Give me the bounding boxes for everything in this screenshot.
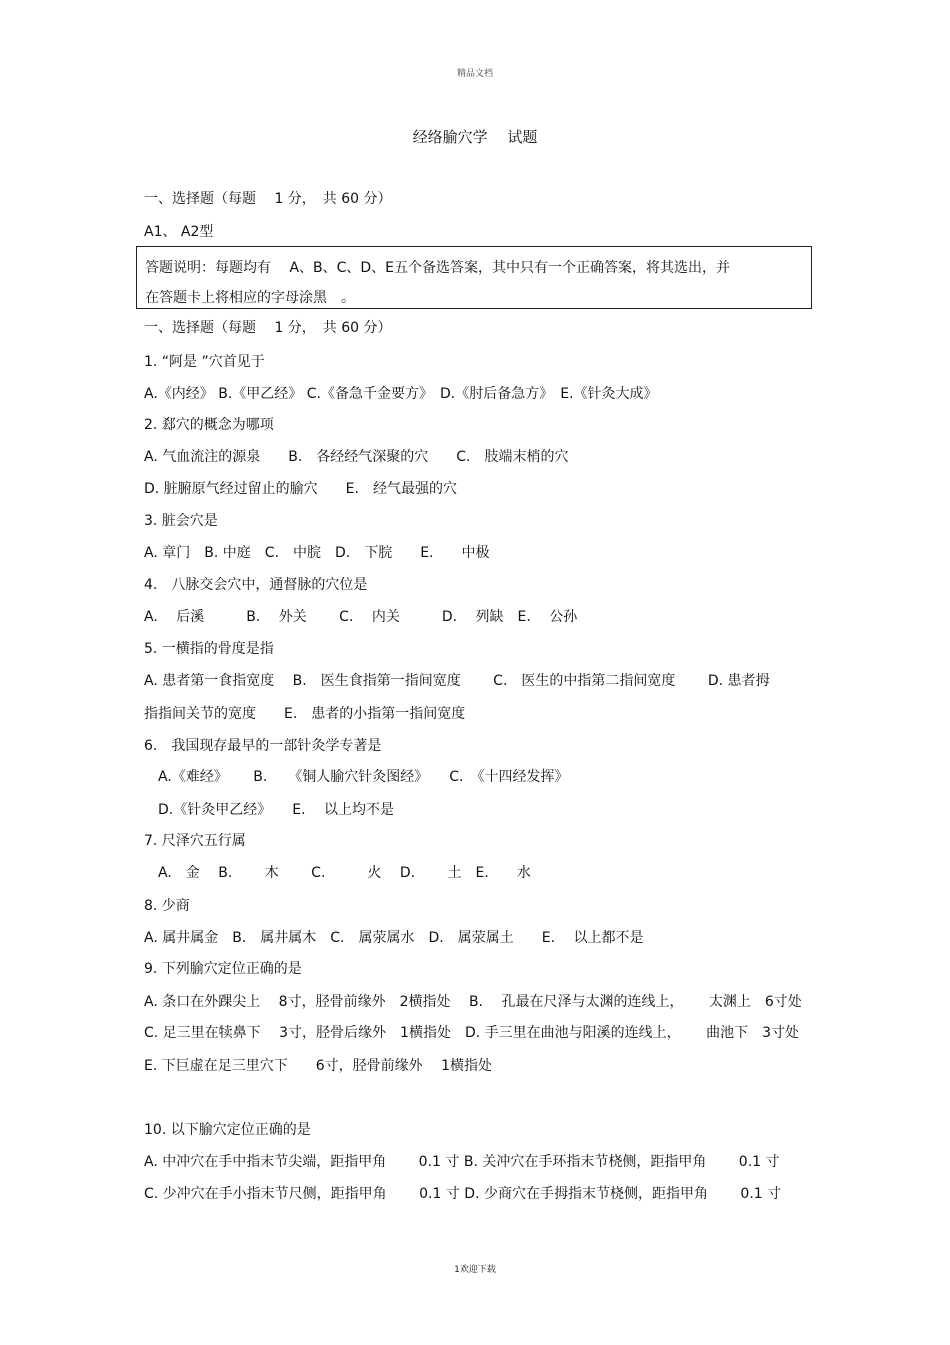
question-3: 3. 脏会穴是 [144, 513, 218, 529]
question-6-options-a: A.《难经》 B. 《铜人腧穴针灸图经》 C. 《十四经发挥》 [144, 769, 569, 785]
question-3-options: A. 章门 B. 中庭 C. 中脘 D. 下脘 E. 中极 [144, 545, 490, 561]
section-heading-repeat: 一、选择题（每题 1 分， 共 60 分） [144, 320, 392, 336]
question-4-options: A. 后溪 B. 外关 C. 内关 D. 列缺 E. 公孙 [144, 609, 578, 625]
question-10-options-b: C. 少冲穴在手小指末节尺侧，距指甲角 0.1 寸 D. 少商穴在手拇指末节桡侧，距指甲角 0.1 寸 [144, 1186, 782, 1202]
question-2-options-a: A. 气血流注的源泉 B. 各经经气深聚的穴 C. 肢端末梢的穴 [144, 449, 569, 465]
question-7: 7. 尺泽穴五行属 [144, 833, 246, 849]
instructions-line-2: 在答题卡上将相应的字母涂黑 。 [145, 290, 355, 306]
question-9-options-c: E. 下巨虚在足三里穴下 6寸，胫骨前缘外 1横指处 [144, 1058, 493, 1074]
question-type-label: A1、 A2型 [144, 224, 214, 240]
instructions-box [136, 246, 812, 309]
instructions-line-1: 答题说明：每题均有 A、B、C、D、E五个备选答案，其中只有一个正确答案，将其选出，并 [145, 260, 731, 276]
question-9-options-b: C. 足三里在犊鼻下 3寸，胫骨后缘外 1横指处 D. 手三里在曲池与阳溪的连线上， 曲池下 3寸处 [144, 1025, 799, 1041]
question-4: 4. 八脉交会穴中，通督脉的穴位是 [144, 577, 368, 593]
question-7-options: A. 金 B. 木 C. 火 D. 土 E. 水 [144, 865, 531, 881]
question-10: 10. 以下腧穴定位正确的是 [144, 1122, 311, 1138]
question-9: 9. 下列腧穴定位正确的是 [144, 961, 302, 977]
question-10-options-a: A. 中冲穴在手中指末节尖端，距指甲角 0.1 寸 B. 关冲穴在手环指末节桡侧，距指甲角 0.1 寸 [144, 1154, 780, 1170]
question-2: 2. 郄穴的概念为哪项 [144, 417, 274, 433]
question-5-options-b: 指指间关节的宽度 E. 患者的小指第一指间宽度 [144, 706, 466, 722]
page-header: 精品文档 [456, 69, 493, 79]
document-title: 经络腧穴学 试题 [412, 128, 538, 146]
page-footer: 1欢迎下载 [454, 1265, 496, 1275]
question-6-options-b: D.《针灸甲乙经》 E. 以上均不是 [144, 802, 394, 818]
question-1-options: A.《内经》 B.《甲乙经》 C.《备急千金要方》 D.《肘后备急方》 E.《针灸大成》 [144, 386, 658, 402]
question-9-options-a: A. 条口在外踝尖上 8寸，胫骨前缘外 2横指处 B. 孔最在尺泽与太渊的连线上， 太渊上 6寸处 [144, 994, 802, 1010]
question-5: 5. 一横指的骨度是指 [144, 641, 274, 657]
question-6: 6. 我国现存最早的一部针灸学专著是 [144, 738, 382, 754]
question-8: 8. 少商 [144, 898, 190, 914]
question-5-options-a: A. 患者第一食指宽度 B. 医生食指第一指间宽度 C. 医生的中指第二指间宽度 D. 患者拇 [144, 673, 770, 689]
question-8-options: A. 属井属金 B. 属井属木 C. 属荥属水 D. 属荥属土 E. 以上都不是 [144, 930, 644, 946]
question-1: 1. “阿是 ”穴首见于 [144, 354, 265, 370]
question-2-options-b: D. 脏腑原气经过留止的腧穴 E. 经气最强的穴 [144, 481, 457, 497]
section-heading: 一、选择题（每题 1 分， 共 60 分） [144, 191, 392, 207]
